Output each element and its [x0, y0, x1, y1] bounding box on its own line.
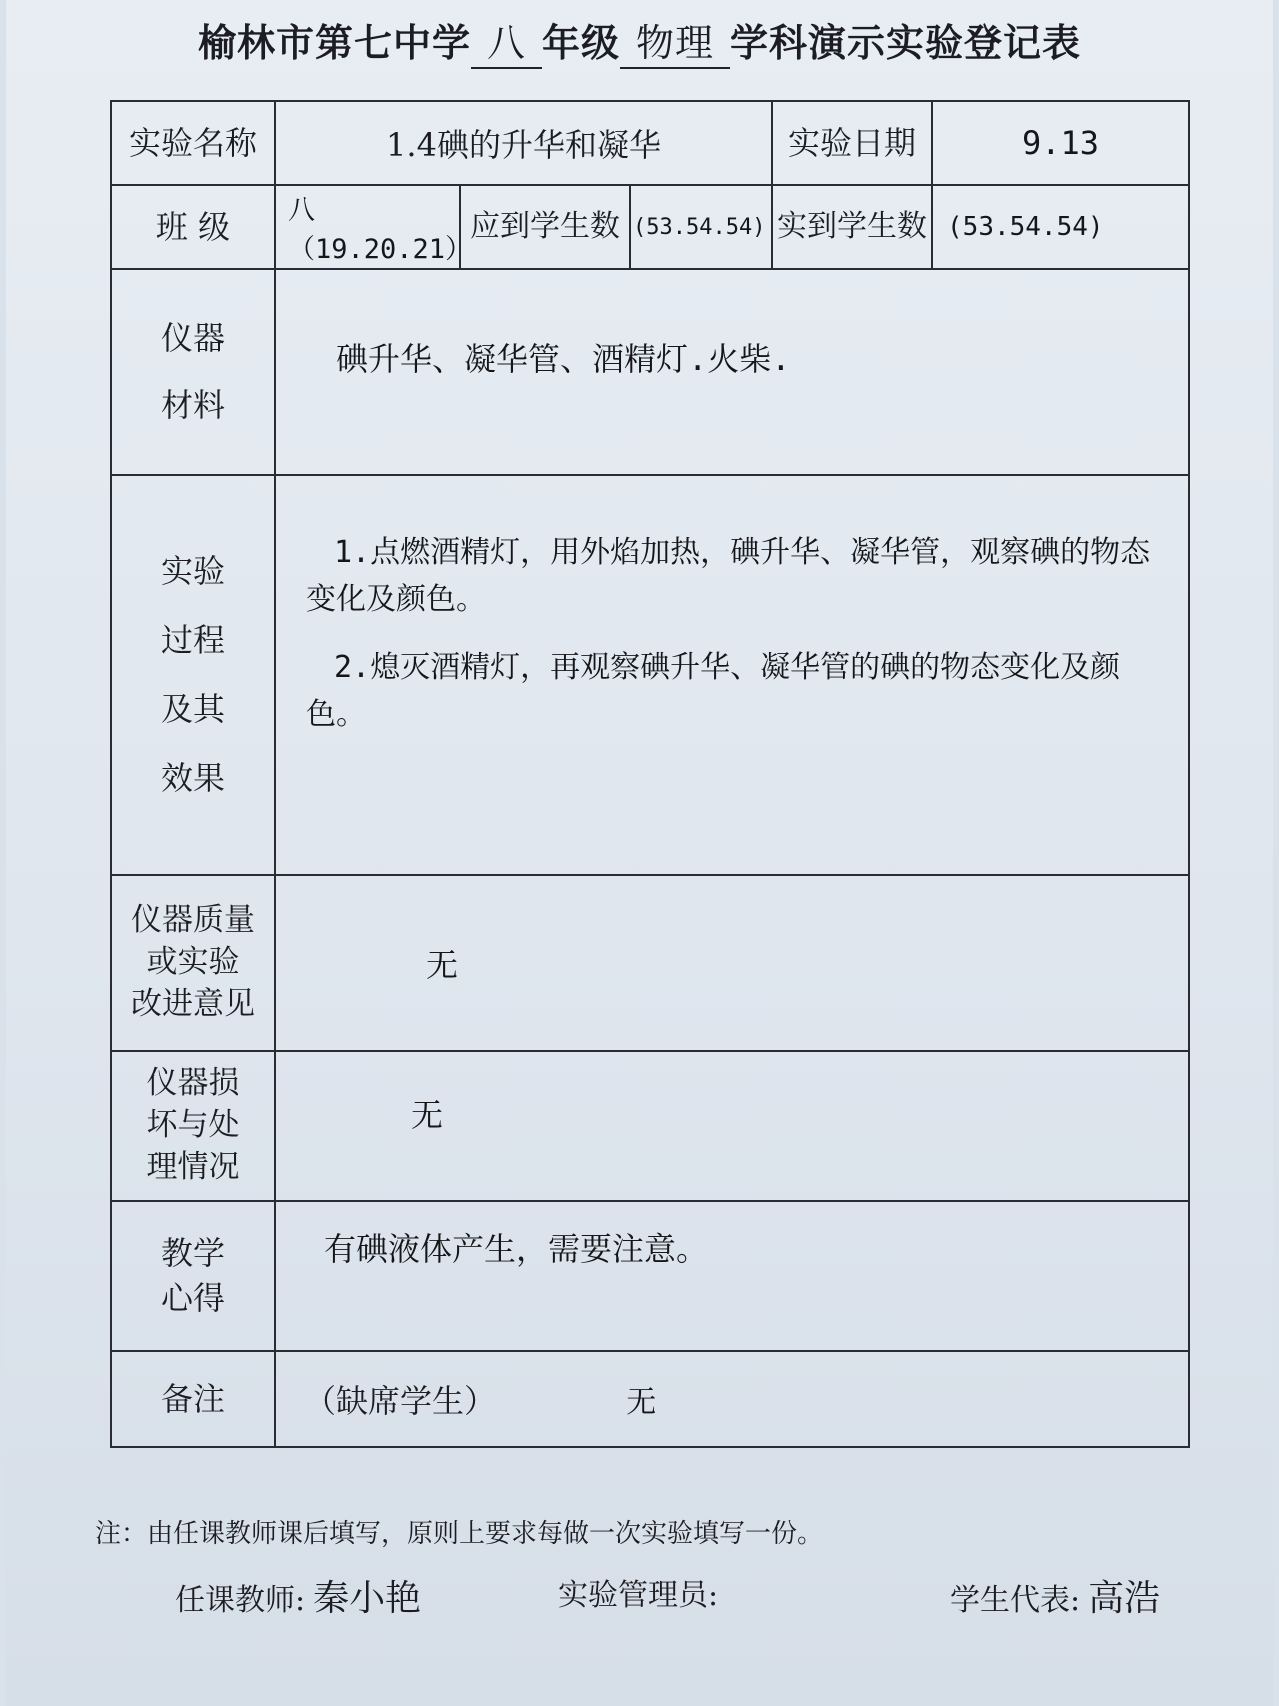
title-grade: 八 [471, 12, 542, 69]
student-rep-label: 学生代表: [950, 1583, 1081, 1618]
experiment-date-label: 实验日期 [772, 101, 932, 185]
teacher-signature [175, 1570, 421, 1621]
form-title [0, 12, 1279, 69]
class-value: 八（19.20.21） [275, 185, 460, 269]
damage-label [111, 1051, 275, 1201]
damage-label-line2: 坏与处 [146, 1107, 240, 1144]
row-experiment-name [111, 101, 1189, 185]
row-materials [111, 269, 1189, 475]
remarks-label: 备注 [111, 1351, 275, 1447]
materials-label [111, 269, 275, 475]
procedure-label-line2: 过程 [160, 621, 225, 660]
row-class [111, 185, 1189, 269]
procedure-value [275, 475, 1189, 875]
expected-students-label: 应到学生数 [460, 185, 630, 269]
actual-students-label: 实到学生数 [772, 185, 932, 269]
title-prefix: 榆林市第七中学 [197, 21, 471, 65]
materials-label-line2: 材料 [160, 386, 225, 424]
procedure-step-1: 1.点燃酒精灯，用外焰加热，碘升华、凝华管，观察碘的物态变化及颜色。 [306, 535, 1151, 617]
title-suffix: 学科演示实验登记表 [730, 21, 1082, 65]
damage-label-line1: 仪器损 [146, 1065, 240, 1102]
procedure-label-line3: 及其 [160, 690, 225, 728]
teacher-signature-value: 秦小艳 [313, 1578, 422, 1619]
admin-signature [558, 1570, 726, 1614]
procedure-label [111, 475, 275, 875]
improvement-label-line2: 或实验 [146, 944, 240, 981]
title-grade-suffix: 年级 [541, 21, 620, 65]
experiment-register-table [110, 100, 1190, 1448]
title-subject: 物理 [620, 12, 730, 69]
damage-value: 无 [275, 1051, 1189, 1201]
improvement-label-line1: 仪器质量 [131, 902, 255, 939]
remarks-value [275, 1351, 1189, 1447]
absent-students-label: （缺席学生） [304, 1382, 497, 1420]
row-remarks [111, 1351, 1189, 1447]
experiment-name-value: 1.4碘的升华和凝华 [275, 101, 772, 185]
student-rep-value: 高浩 [1088, 1578, 1161, 1619]
row-procedure [111, 475, 1189, 875]
procedure-label-line4: 效果 [160, 758, 225, 797]
materials-value: 碘升华、凝华管、酒精灯.火柴. [275, 269, 1189, 475]
footer-note: 注：由任课教师课后填写，原则上要求每做一次实验填写一份。 [95, 1519, 824, 1549]
reflection-label [111, 1201, 275, 1351]
materials-label-line1: 仪器 [160, 319, 225, 358]
experiment-date-value: 9.13 [932, 101, 1189, 185]
experiment-name-label: 实验名称 [111, 101, 275, 185]
actual-students-value: (53.54.54) [932, 185, 1189, 269]
absent-students-value: 无 [626, 1385, 657, 1420]
improvement-value: 无 [275, 875, 1189, 1051]
expected-students-value: (53.54.54) [630, 185, 772, 269]
damage-label-line3: 理情况 [146, 1148, 240, 1185]
row-improvement [111, 875, 1189, 1051]
reflection-label-line1: 教学 [160, 1234, 225, 1273]
row-reflection [111, 1201, 1189, 1351]
procedure-label-line1: 实验 [160, 552, 225, 591]
reflection-value: 有碘液体产生，需要注意。 [275, 1201, 1189, 1351]
reflection-label-line2: 心得 [160, 1279, 225, 1317]
teacher-label: 任课教师: [175, 1583, 306, 1618]
row-damage [111, 1051, 1189, 1201]
student-rep-signature [950, 1570, 1160, 1621]
admin-label: 实验管理员: [558, 1578, 719, 1613]
improvement-label [111, 875, 275, 1051]
improvement-label-line3: 改进意见 [131, 985, 255, 1022]
class-label: 班 级 [111, 185, 275, 269]
procedure-step-2: 2.熄灭酒精灯，再观察碘升华、凝华管的碘的物态变化及颜色。 [306, 650, 1121, 732]
